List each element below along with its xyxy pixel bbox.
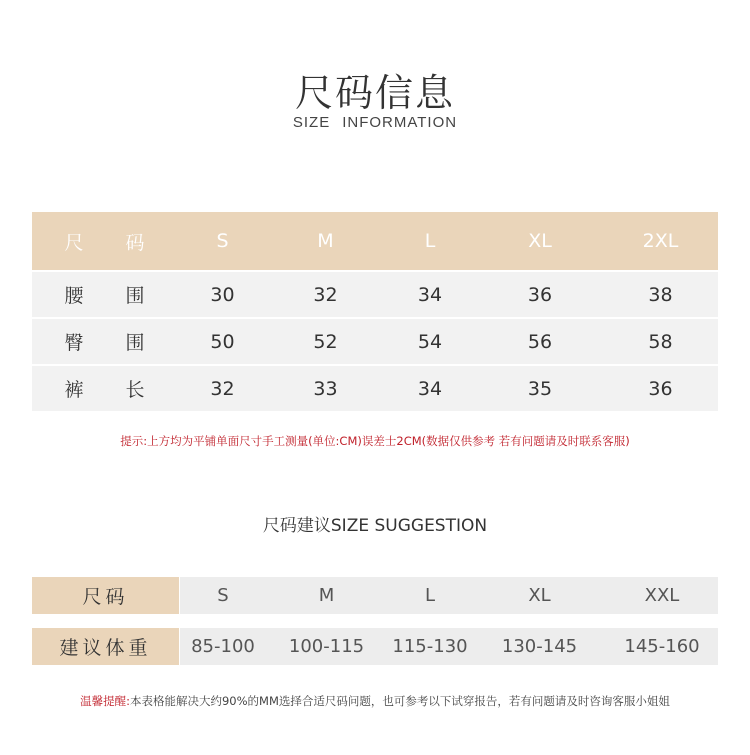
header-cell: 尺 码 xyxy=(64,231,163,254)
table-cell: 38 xyxy=(648,283,673,306)
table-cell: 52 xyxy=(313,330,338,353)
row-label: 建议体重 xyxy=(32,628,179,665)
reminder-note xyxy=(0,693,750,709)
page-title: 尺码信息 xyxy=(294,71,455,115)
row-label: 裤 长 xyxy=(64,379,163,401)
table-row xyxy=(32,272,718,317)
table-cell: 50 xyxy=(210,330,235,353)
table-cell: 58 xyxy=(648,330,673,353)
reminder-label: 温馨提醒: xyxy=(80,694,130,708)
suggestion-title: 尺码建议SIZE SUGGESTION xyxy=(262,516,488,536)
table-cell: L xyxy=(424,585,436,606)
header-cell: 2XL xyxy=(642,230,679,252)
table-row xyxy=(32,628,718,665)
header-cell: XL xyxy=(528,230,552,252)
header-cell: M xyxy=(317,230,334,252)
measurement-note: 提示:上方均为平铺单面尺寸手工测量(单位:CM)误差士2CM(数据仅供参考 若有问题请及时联系客服) xyxy=(120,434,630,448)
row-cells xyxy=(180,628,718,665)
table-row xyxy=(32,319,718,364)
page-subtitle xyxy=(0,114,750,131)
table-row xyxy=(32,577,718,614)
reminder-text: 本表格能解决大约90%的MM选择合适尺码问题，也可参考以下试穿报告，若有问题请及时咨询客服小姐姐 xyxy=(129,694,670,708)
table-cell: 56 xyxy=(527,330,553,353)
row-label: 尺码 xyxy=(32,577,179,614)
header-cell: L xyxy=(424,230,436,252)
header-cell: S xyxy=(216,230,229,252)
table-cell: 36 xyxy=(648,377,673,400)
table-cell: 100-115 xyxy=(288,636,365,657)
row-cells xyxy=(180,577,718,614)
size-table-header xyxy=(32,212,718,270)
size-table xyxy=(32,212,718,411)
table-cell: 33 xyxy=(313,377,338,400)
table-cell: 145-160 xyxy=(624,636,700,657)
table-cell: 35 xyxy=(527,377,553,400)
table-cell: 130-145 xyxy=(501,636,578,657)
suggestion-table xyxy=(32,577,718,665)
subtitle-word: SIZE xyxy=(292,114,331,131)
table-cell: 36 xyxy=(527,283,553,306)
table-cell: 54 xyxy=(417,330,443,353)
table-cell: 30 xyxy=(210,283,235,306)
table-cell: XXL xyxy=(644,585,680,606)
subtitle-word: INFORMATION xyxy=(342,114,458,131)
table-cell: 32 xyxy=(210,377,235,400)
row-label: 臀 围 xyxy=(64,332,163,354)
table-cell: M xyxy=(318,585,335,606)
table-cell: 115-130 xyxy=(392,636,468,657)
table-cell: 85-100 xyxy=(191,636,255,657)
row-label: 腰 围 xyxy=(64,285,163,307)
table-row xyxy=(32,366,718,411)
table-cell: S xyxy=(217,585,229,606)
table-cell: 34 xyxy=(417,377,443,400)
table-cell: 32 xyxy=(313,283,338,306)
table-cell: 34 xyxy=(417,283,443,306)
table-cell: XL xyxy=(528,585,551,606)
